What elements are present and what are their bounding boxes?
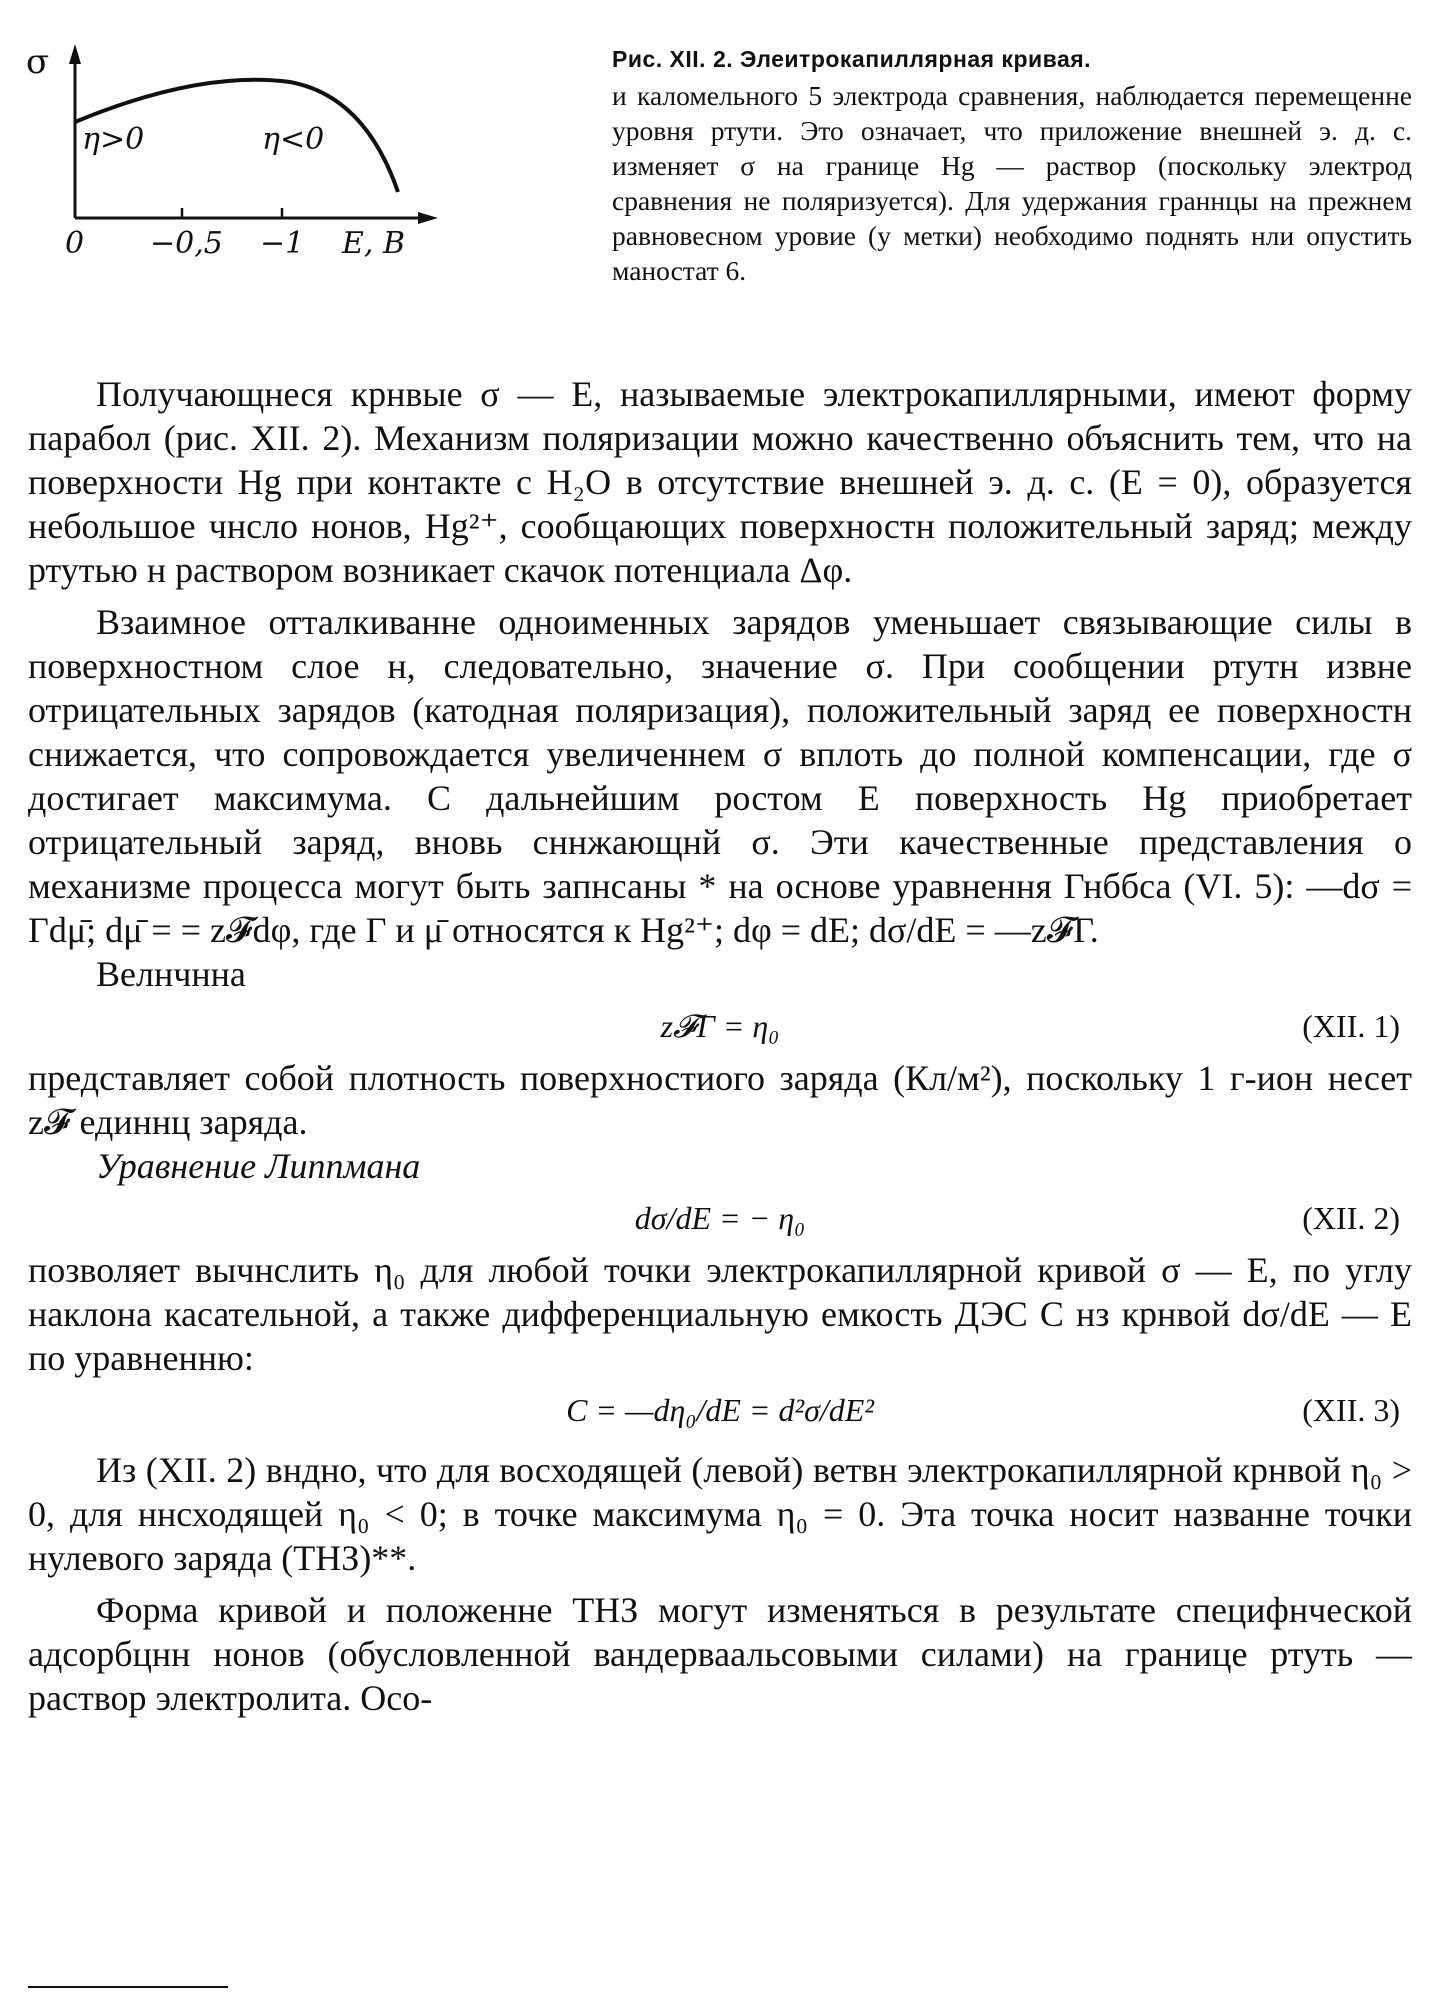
equation: C = —dη₀/dE = d²σ/dE² [566, 1392, 874, 1428]
region-label-negative: η<0 [262, 122, 325, 157]
side-paragraph: и каломельного 5 электрода сравнения, наблюдается перемещенне уровня ртути. Это означает, что приложение внешней э. д. с. изменяет σ на границе Hg — раствор (поскольку электрод сравнения не поляризуется). Для удержания граннцы на прежнем равновесном уровие (у метки) необходимо поднять нли опустить маностат 6. [612, 80, 1412, 286]
paragraph: представляет собой плотность поверхностиого заряда (Кл/м²), поскольку 1 г-ион несет z𝓕 единнц заряда. [28, 1058, 1412, 1142]
footnote-rule [28, 1986, 228, 1988]
x-tick-label: 0 [65, 226, 85, 261]
equation-number: (XII. 2) [1302, 1200, 1400, 1236]
equation: dσ/dE = − η₀ [634, 1200, 806, 1236]
figure-side-column [612, 44, 1412, 288]
x-axis-label: E, B [342, 226, 406, 261]
figure-caption: Рис. XII. 2. Элеитрокапиллярная кривая. [612, 46, 1092, 72]
paragraph: Взаимное отталкиванне одноименных зарядов уменьшает связывающие силы в поверхностном слое н, следовательно, значение σ. При сообщении ртутн извне отрицательных зарядов (катодная поляризация), положительный заряд ее поверхностн снижается, что сопровождается увеличеннем σ вплоть до полной компенсации, где σ достигает максимума. С дальнейшим ростом E поверхность Hg приобретает отрицательный заряд, вновь сннжающнй σ. Эти качественные представления о механизме процесса могут быть запнсаны * на основе уравнення Гнббса (VI. 5): —dσ = Γdμ̄; dμ̄ = = z𝓕dφ, где Γ и μ̄ относятся к Hg²⁺; dφ = dE; dσ/dE = —z𝓕Γ. [28, 602, 1412, 950]
paragraph: Из (XII. 2) вндно, что для восходящей (левой) ветвн электрокапиллярной крнвой η₀ > 0, для ннсходящей η₀ < 0; в точке максимума η₀ = 0. Эта точка носит названне точки нулевого заряда (ТНЗ)**. [28, 1450, 1412, 1578]
x-tick-label: −1 [260, 226, 305, 261]
main-text [28, 372, 1412, 1720]
y-axis-arrow [69, 44, 81, 64]
paragraph-lead: Велнчнна [96, 954, 246, 994]
equation-number: (XII. 1) [1302, 1008, 1400, 1044]
equation-row [28, 1380, 1412, 1440]
paragraph: позволяет вычнслить η₀ для любой точки электрокапиллярной кривой σ — E, по углу наклона касательной, а также дифференциальную емкость ДЭС C нз крнвой dσ/dE — E по уравненню: [28, 1250, 1412, 1378]
equation-row [28, 1188, 1412, 1248]
y-axis-label: σ [26, 42, 50, 82]
region-label-positive: η>0 [82, 122, 145, 157]
x-tick-label: −0,5 [150, 226, 223, 261]
equation-number: (XII. 3) [1302, 1392, 1400, 1428]
equation: z𝓕Γ = η₀ [660, 1008, 780, 1044]
paragraph: Получающнеся крнвые σ — E, называемые электрокапиллярными, имеют форму парабол (рис. XII. 2). Механизм поляризации можно качественно объяснить тем, что на поверхности Hg при контакте с H₂O в отсутствие внешней э. д. с. (E = 0), образуется небольшое чнсло нонов, Hg²⁺, сообщающих поверхностн положительный заряд; между ртутью н раствором возникает скачок потенциала Δφ. [28, 374, 1412, 590]
equation-row [28, 996, 1412, 1056]
figure-plot [20, 30, 580, 340]
electrocapillary-figure [20, 30, 580, 340]
section-lead: Уравнение Липпмана [96, 1146, 421, 1186]
x-axis-arrow [418, 212, 438, 224]
paragraph: Форма кривой и положенне ТНЗ могут изменяться в результате специфнческой адсорбцнн нонов (обусловленной вандерваальсовыми силами) на границе ртуть — раствор электролита. Осо- [28, 1590, 1412, 1718]
